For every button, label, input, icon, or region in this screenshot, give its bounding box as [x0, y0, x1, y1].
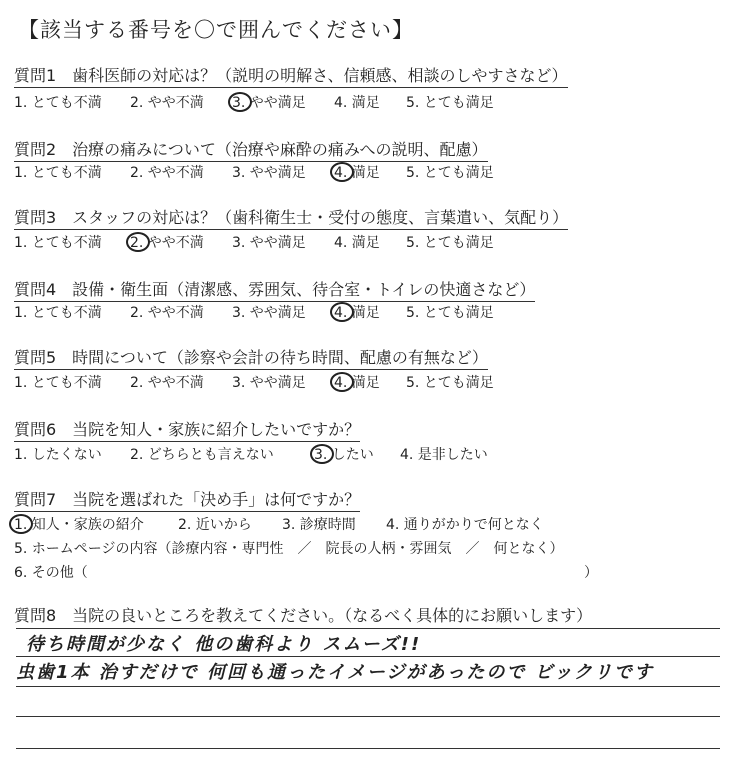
q6-option-3[interactable]: 3. したい — [314, 447, 374, 463]
q4-option-4[interactable]: 4. 満足 — [334, 305, 380, 321]
q2-option-2[interactable]: 2. やや不満 — [130, 165, 204, 181]
question-5-options — [14, 374, 714, 392]
question-2-text: 質問2 治療の痛みについて（治療や麻酔の痛みへの説明、配慮） — [14, 140, 488, 162]
question-6-options — [14, 446, 714, 464]
question-4-text: 質問4 設備・衛生面（清潔感、雰囲気、待合室・トイレの快適さなど） — [14, 280, 535, 302]
q1-option-5[interactable]: 5. とても満足 — [406, 95, 494, 111]
q2-option-3[interactable]: 3. やや満足 — [232, 165, 306, 181]
q6-option-1[interactable]: 1. したくない — [14, 447, 102, 463]
question-5 — [14, 348, 488, 370]
q3-option-1[interactable]: 1. とても不満 — [14, 235, 102, 251]
question-4 — [14, 280, 535, 302]
question-6 — [14, 420, 360, 442]
selection-circle — [126, 232, 150, 252]
question-1 — [14, 66, 568, 88]
q5-option-3[interactable]: 3. やや満足 — [232, 375, 306, 391]
q6-option-2[interactable]: 2. どちらとも言えない — [130, 447, 274, 463]
q6-option-4[interactable]: 4. 是非したい — [400, 447, 488, 463]
q1-option-1[interactable]: 1. とても不満 — [14, 95, 102, 111]
q1-option-2[interactable]: 2. やや不満 — [130, 95, 204, 111]
question-1-text: 質問1 歯科医師の対応は？（説明の明解さ、信頼感、相談のしやすさなど） — [14, 66, 568, 88]
q7-option-4[interactable]: 4. 通りがかりで何となく — [386, 517, 544, 533]
q4-option-2[interactable]: 2. やや不満 — [130, 305, 204, 321]
q7-option-1[interactable]: 1. 知人・家族の紹介 — [14, 517, 144, 533]
question-1-options — [14, 94, 714, 112]
q3-option-2[interactable]: 2. やや不満 — [130, 235, 204, 251]
question-3-text: 質問3 スタッフの対応は？（歯科衛生士・受付の態度、言葉遣い、気配り） — [14, 208, 568, 230]
question-8 — [14, 606, 592, 626]
question-7 — [14, 490, 360, 512]
answer-line — [16, 686, 720, 687]
answer-line — [16, 748, 720, 749]
question-8-text: 質問8 当院の良いところを教えてください。（なるべく具体的にお願いします） — [14, 606, 593, 625]
q1-option-3[interactable]: 3. やや満足 — [232, 95, 306, 111]
q7-option-5[interactable]: 5. ホームページの内容（診療内容・専門性 ／ 院長の人柄・雰囲気 ／ 何となく） — [14, 541, 564, 557]
page-title: 【該当する番号を〇で囲んでください】 — [18, 18, 414, 42]
question-5-text: 質問5 時間について（診察や会計の待ち時間、配慮の有無など） — [14, 348, 488, 370]
q5-option-5[interactable]: 5. とても満足 — [406, 375, 494, 391]
q5-option-1[interactable]: 1. とても不満 — [14, 375, 102, 391]
question-7-options-row1 — [14, 516, 714, 534]
q1-option-4[interactable]: 4. 満足 — [334, 95, 380, 111]
q7-option-2[interactable]: 2. 近いから — [178, 517, 252, 533]
selection-circle — [310, 444, 334, 464]
q4-option-5[interactable]: 5. とても満足 — [406, 305, 494, 321]
q7-option-6[interactable]: 6. その他（ — [14, 565, 88, 581]
q4-option-3[interactable]: 3. やや満足 — [232, 305, 306, 321]
q3-option-3[interactable]: 3. やや満足 — [232, 235, 306, 251]
handwritten-answer-line-1: 待ち時間が少なく 他の歯科より スムーズ!! — [26, 634, 422, 655]
q7-option-3[interactable]: 3. 診療時間 — [282, 517, 356, 533]
answer-line — [16, 628, 720, 629]
q2-option-1[interactable]: 1. とても不満 — [14, 165, 102, 181]
question-2-options — [14, 164, 714, 182]
selection-circle — [9, 514, 33, 534]
q7-option-6-close: ） — [584, 565, 598, 581]
q3-option-4[interactable]: 4. 満足 — [334, 235, 380, 251]
q3-option-5[interactable]: 5. とても満足 — [406, 235, 494, 251]
question-2 — [14, 140, 488, 162]
question-3-options — [14, 234, 714, 252]
answer-line — [16, 716, 720, 717]
q5-option-4[interactable]: 4. 満足 — [334, 375, 380, 391]
selection-circle — [330, 162, 354, 182]
selection-circle — [330, 302, 354, 322]
question-3 — [14, 208, 568, 230]
answer-line — [16, 656, 720, 657]
question-4-options — [14, 304, 714, 322]
q2-option-4[interactable]: 4. 満足 — [334, 165, 380, 181]
question-6-text: 質問6 当院を知人・家族に紹介したいですか？ — [14, 420, 360, 442]
selection-circle — [330, 372, 354, 392]
selection-circle — [228, 92, 252, 112]
q4-option-1[interactable]: 1. とても不満 — [14, 305, 102, 321]
question-7-text: 質問7 当院を選ばれた「決め手」は何ですか？ — [14, 490, 360, 512]
q2-option-5[interactable]: 5. とても満足 — [406, 165, 494, 181]
handwritten-answer-line-2: 虫歯1本 治すだけで 何回も通ったイメージがあったので ビックリです — [16, 662, 654, 683]
q5-option-2[interactable]: 2. やや不満 — [130, 375, 204, 391]
